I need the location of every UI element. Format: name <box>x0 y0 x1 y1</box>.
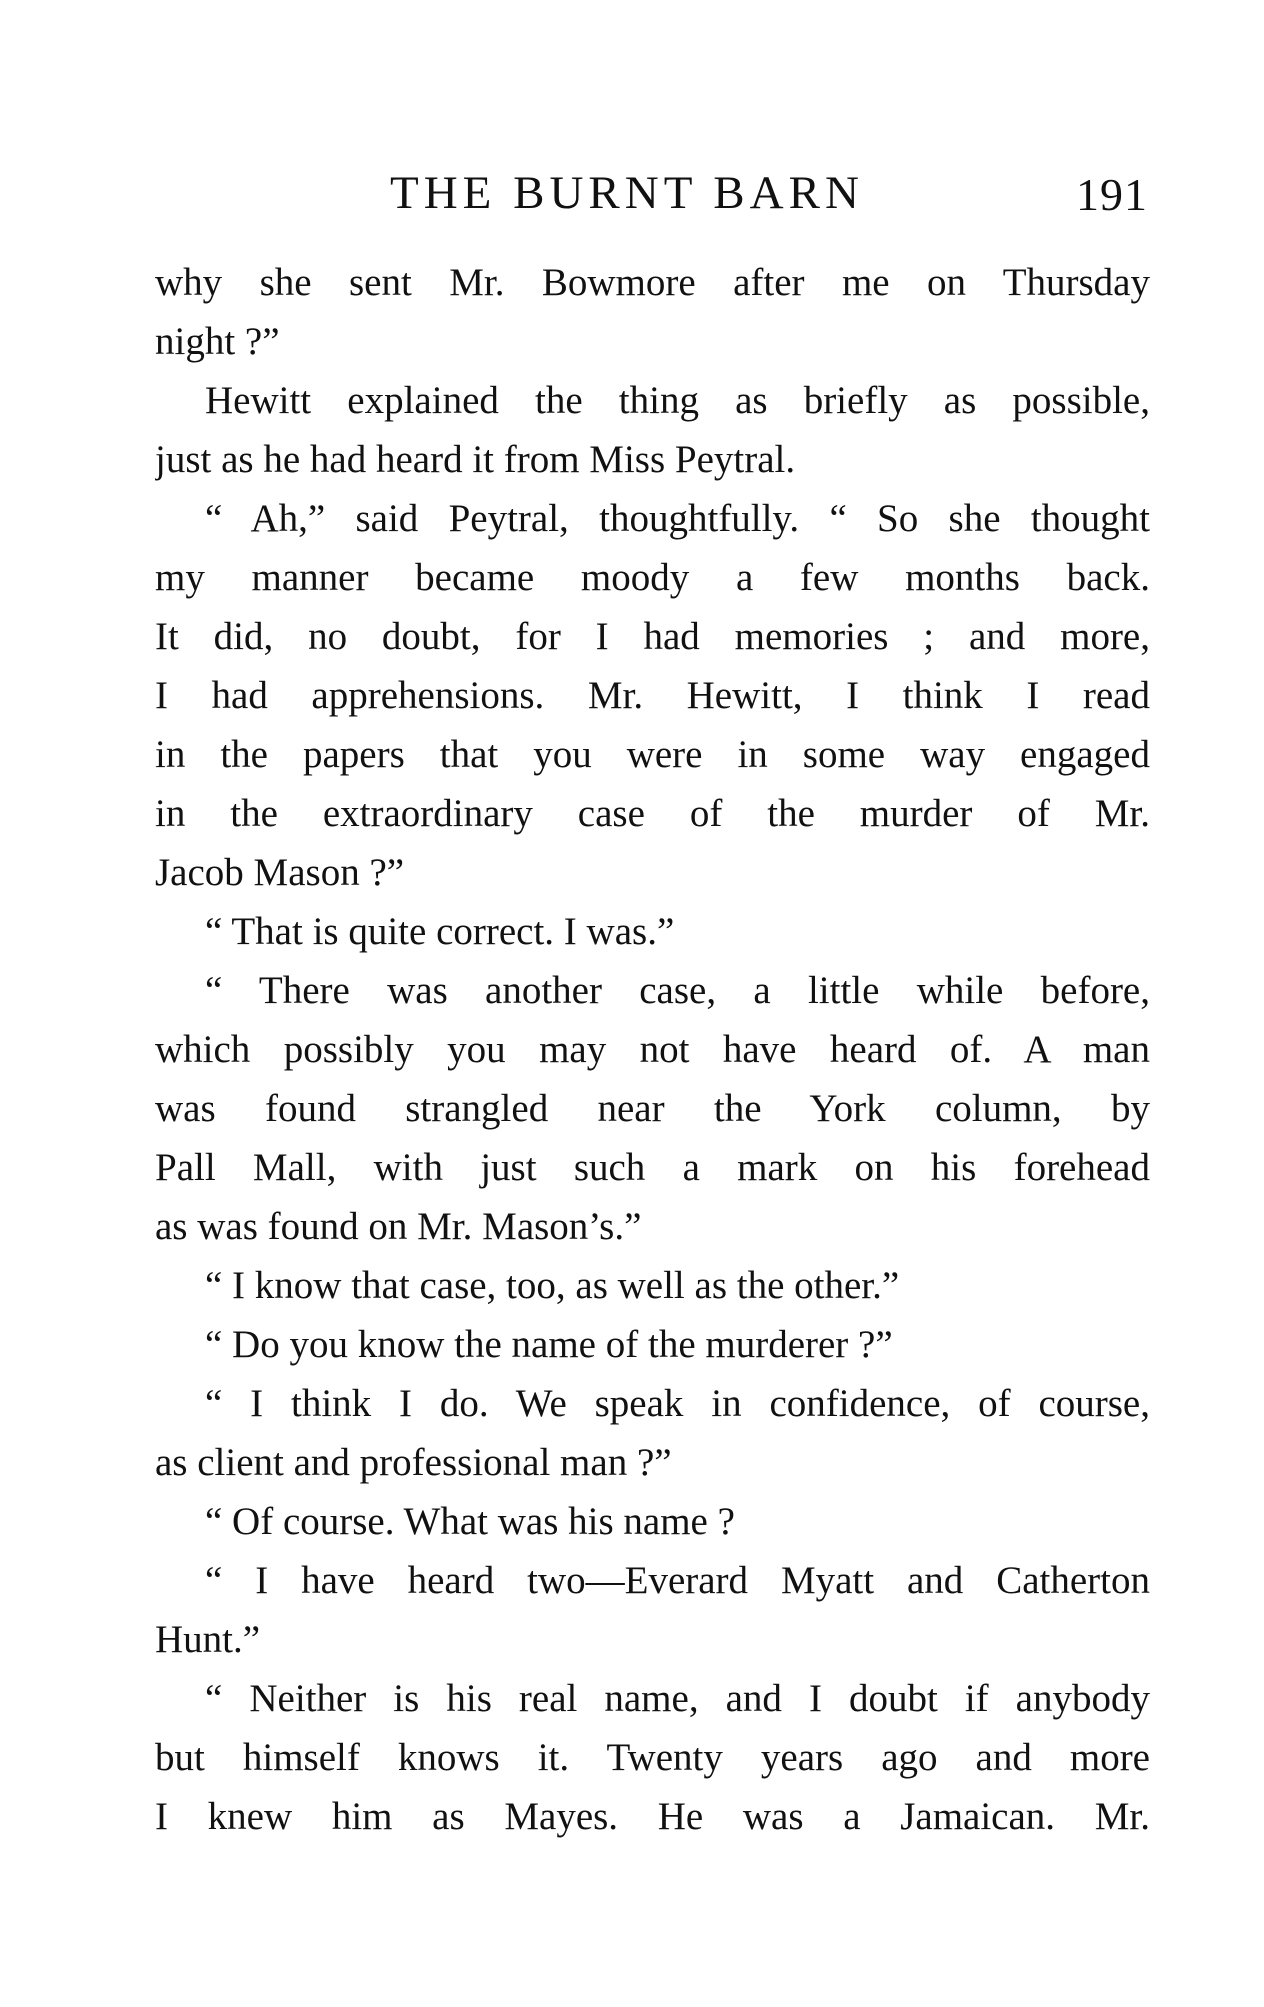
text-line: “ I know that case, too, as well as the other.” <box>205 1264 900 1307</box>
text-line: “ Of course. What was his name ? <box>205 1500 735 1543</box>
text-line: “ I have heard two—Everard Myatt and Catherton <box>205 1559 1150 1602</box>
page-number: 191 <box>1076 169 1148 220</box>
text-line: Pall Mall, with just such a mark on his forehead <box>155 1146 1150 1189</box>
text-line: It did, no doubt, for I had memories ; and more, <box>155 615 1150 658</box>
text-line: just as he had heard it from Miss Peytral. <box>155 438 796 481</box>
body-text <box>155 253 1150 1846</box>
text-line: Jacob Mason ?” <box>155 851 405 894</box>
text-line: “ Neither is his real name, and I doubt if anybody <box>205 1677 1150 1720</box>
text-line: night ?” <box>155 320 280 363</box>
text-line: Hunt.” <box>155 1618 261 1661</box>
running-head <box>155 163 1148 223</box>
text-line: why she sent Mr. Bowmore after me on Thursday <box>155 261 1150 304</box>
text-line: as was found on Mr. Mason’s.” <box>155 1205 642 1248</box>
text-line: “ There was another case, a little while before, <box>205 969 1150 1012</box>
text-line: in the extraordinary case of the murder of Mr. <box>155 792 1150 835</box>
text-line: in the papers that you were in some way engaged <box>155 733 1150 776</box>
text-line: as client and professional man ?” <box>155 1441 672 1484</box>
text-line: “ Ah,” said Peytral, thoughtfully. “ So she thought <box>205 497 1150 540</box>
text-line: but himself knows it. Twenty years ago and more <box>155 1736 1150 1779</box>
text-line: Hewitt explained the thing as briefly as possible, <box>205 379 1150 422</box>
text-line: “ That is quite correct. I was.” <box>205 910 675 953</box>
text-line: was found strangled near the York column, by <box>155 1087 1150 1130</box>
text-line: my manner became moody a few months back. <box>155 556 1150 599</box>
text-line: I knew him as Mayes. He was a Jamaican. Mr. <box>155 1795 1150 1838</box>
text-line: “ I think I do. We speak in confidence, of course, <box>205 1382 1150 1425</box>
text-line: I had apprehensions. Mr. Hewitt, I think I read <box>155 674 1150 717</box>
text-line: which possibly you may not have heard of. A man <box>155 1028 1150 1071</box>
text-line: “ Do you know the name of the murderer ?” <box>205 1323 893 1366</box>
running-title: THE BURNT BARN <box>390 167 864 219</box>
